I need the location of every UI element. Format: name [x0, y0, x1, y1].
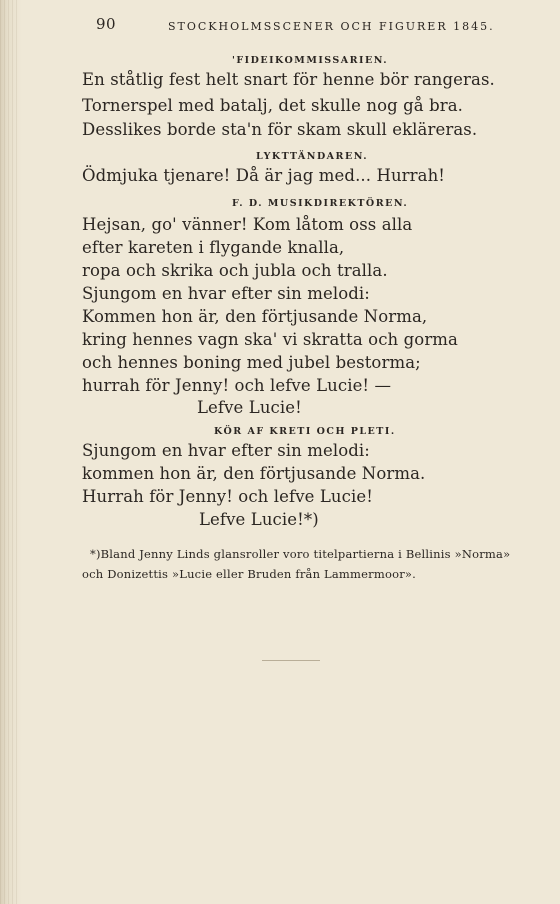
page-number: 90	[96, 15, 117, 33]
verse-line: Ödmjuka tjenare! Då är jag med... Hurrah!	[82, 166, 446, 185]
verse-line: Sjungom en hvar efter sin melodi:	[82, 284, 370, 303]
verse-line: efter kareten i flygande knalla,	[82, 238, 345, 257]
speaker-heading: KÖR AF KRETI OCH PLETI.	[214, 426, 396, 437]
verse-line: Lefve Lucie!*)	[199, 510, 319, 529]
footnote-line: *)Bland Jenny Linds glansroller voro titelpartierna i Bellinis »Norma»	[90, 547, 511, 561]
speaker-heading: LYKTTÄNDAREN.	[256, 151, 369, 162]
verse-line: En ståtlig fest helt snart för henne bör rangeras.	[82, 70, 495, 89]
footnote-line: och Donizettis »Lucie eller Bruden från Lammermoor».	[82, 567, 416, 581]
divider-rule	[262, 660, 320, 661]
verse-line: Hurrah för Jenny! och lefve Lucie!	[82, 487, 373, 506]
running-title: STOCKHOLMSSCENER OCH FIGURER 1845.	[168, 20, 495, 33]
verse-line: kommen hon är, den förtjusande Norma.	[82, 464, 426, 483]
verse-line: Hejsan, go' vänner! Kom låtom oss alla	[82, 215, 413, 234]
verse-line: Desslikes borde sta'n för skam skull ekläreras.	[82, 120, 478, 139]
verse-line: Lefve Lucie!	[197, 398, 302, 417]
verse-line: hurrah för Jenny! och lefve Lucie! —	[82, 376, 392, 395]
verse-line: och hennes boning med jubel bestorma;	[82, 353, 421, 372]
page-gutter	[0, 0, 18, 904]
verse-line: Sjungom en hvar efter sin melodi:	[82, 441, 370, 460]
verse-line: Kommen hon är, den förtjusande Norma,	[82, 307, 428, 326]
speaker-heading: F. D. MUSIKDIREKTÖREN.	[232, 198, 409, 209]
verse-line: kring hennes vagn ska' vi skratta och gorma	[82, 330, 458, 349]
speaker-heading: 'FIDEIKOMMISSARIEN.	[232, 55, 389, 66]
verse-line: Tornerspel med batalj, det skulle nog gå bra.	[82, 96, 464, 115]
verse-line: ropa och skrika och jubla och tralla.	[82, 261, 388, 280]
